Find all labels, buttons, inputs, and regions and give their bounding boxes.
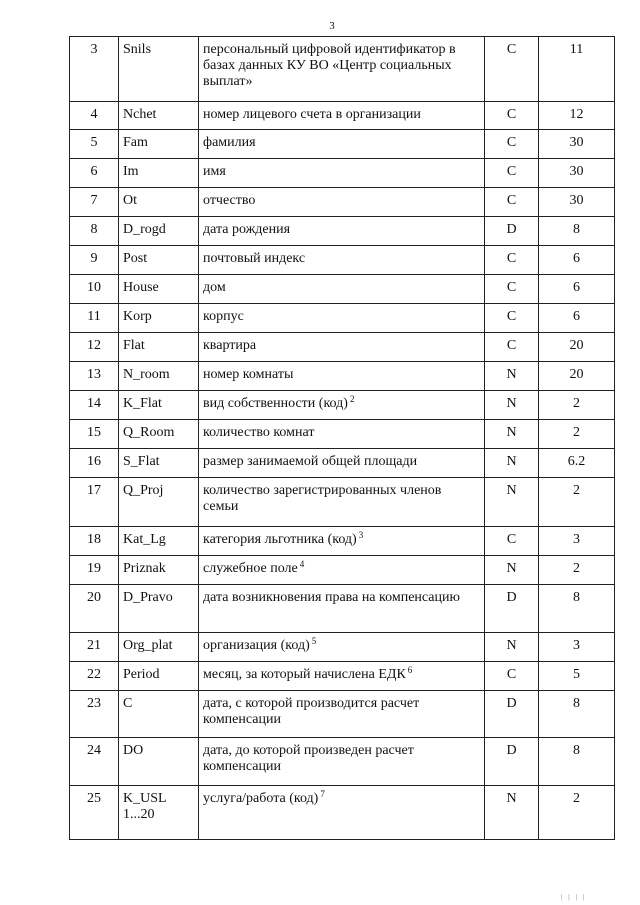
- field-description-cell: [199, 362, 485, 391]
- field-length-cell-text: 30: [569, 164, 584, 179]
- field-description-cell: [199, 786, 485, 840]
- row-number-cell-text: 5: [90, 135, 98, 150]
- field-name-cell: [119, 633, 199, 662]
- field-description-cell-text: служебное поле: [203, 561, 298, 576]
- field-length-cell-text: 8: [573, 590, 580, 605]
- field-name-cell-text: Kat_Lg: [123, 532, 166, 547]
- field-length-cell-text: 6: [573, 251, 580, 266]
- field-name-cell: [119, 585, 199, 633]
- field-length-cell: [539, 37, 615, 102]
- row-number-cell-text: 7: [90, 193, 98, 208]
- field-type-cell-text: C: [506, 309, 517, 324]
- table-row: [70, 391, 615, 420]
- table-row: [70, 130, 615, 159]
- table-row: [70, 662, 615, 691]
- field-length-cell: [539, 585, 615, 633]
- footnote-marker: 4: [299, 559, 305, 569]
- field-description-cell: [199, 246, 485, 275]
- field-type-cell-text: N: [506, 791, 517, 806]
- table-row: [70, 102, 615, 130]
- field-type-cell: [485, 420, 539, 449]
- field-length-cell-text: 8: [573, 696, 580, 711]
- field-type-cell: [485, 738, 539, 786]
- row-number-cell: [70, 738, 119, 786]
- footnote-marker: 6: [407, 665, 413, 675]
- field-name-cell: [119, 691, 199, 738]
- field-description-cell: [199, 527, 485, 556]
- row-number-cell-text: 23: [87, 696, 101, 711]
- row-number-cell: [70, 633, 119, 662]
- field-type-cell-text: C: [506, 280, 517, 295]
- table-row: [70, 333, 615, 362]
- field-name-cell: [119, 217, 199, 246]
- field-name-cell: [119, 786, 199, 840]
- table-row: [70, 304, 615, 333]
- field-description-cell-text: дата возникновения права на компенсацию: [203, 590, 460, 605]
- field-name-cell-text: Q_Room: [123, 425, 175, 440]
- field-type-cell: [485, 633, 539, 662]
- field-description-cell-text: категория льготника (код): [203, 532, 357, 547]
- field-name-cell: [119, 391, 199, 420]
- field-type-cell-text: C: [506, 338, 517, 353]
- field-type-cell: [485, 275, 539, 304]
- field-description-cell-text: корпус: [203, 309, 244, 324]
- page-number: 3: [329, 20, 335, 32]
- field-length-cell: [539, 304, 615, 333]
- field-type-cell: [485, 130, 539, 159]
- field-name-cell-text: N_room: [123, 367, 170, 382]
- row-number-cell-text: 4: [90, 107, 98, 122]
- row-number-cell-text: 10: [87, 280, 101, 295]
- field-type-cell-text: C: [506, 193, 517, 208]
- field-name-cell-text: Nchet: [123, 107, 157, 122]
- field-type-cell: [485, 691, 539, 738]
- table-row: [70, 786, 615, 840]
- field-description-cell-text: квартира: [203, 338, 257, 353]
- field-type-cell-text: D: [506, 222, 517, 237]
- field-length-cell-text: 3: [573, 638, 580, 653]
- table-row: [70, 420, 615, 449]
- field-type-cell: [485, 217, 539, 246]
- footnote-marker: 2: [349, 394, 355, 404]
- row-number-cell-text: 16: [87, 454, 101, 469]
- field-name-cell-text: Snils: [123, 42, 152, 57]
- row-number-cell: [70, 527, 119, 556]
- row-number-cell-text: 9: [90, 251, 98, 266]
- field-description-cell-text: персональный цифровой идентификатор в базах данных КУ ВО «Центр социальных выплат»: [203, 42, 456, 89]
- field-type-cell-text: D: [506, 590, 517, 605]
- field-name-cell-text: House: [123, 280, 159, 295]
- field-description-cell: [199, 585, 485, 633]
- field-description-cell: [199, 304, 485, 333]
- row-number-cell-text: 21: [87, 638, 101, 653]
- row-number-cell: [70, 691, 119, 738]
- field-description-cell: [199, 333, 485, 362]
- row-number-cell-text: 18: [87, 532, 101, 547]
- field-length-cell: [539, 333, 615, 362]
- row-number-cell: [70, 449, 119, 478]
- field-type-cell: [485, 478, 539, 527]
- row-number-cell-text: 3: [90, 42, 98, 57]
- row-number-cell: [70, 786, 119, 840]
- row-number-cell: [70, 37, 119, 102]
- table-row: [70, 585, 615, 633]
- field-length-cell: [539, 102, 615, 130]
- field-description-cell-text: фамилия: [203, 135, 256, 150]
- row-number-cell-text: 14: [87, 396, 101, 411]
- row-number-cell: [70, 333, 119, 362]
- field-name-cell: [119, 449, 199, 478]
- table-row: [70, 362, 615, 391]
- row-number-cell: [70, 246, 119, 275]
- field-length-cell-text: 11: [569, 42, 584, 57]
- row-number-cell: [70, 275, 119, 304]
- field-description-cell: [199, 633, 485, 662]
- row-number-cell-text: 19: [87, 561, 101, 576]
- row-number-cell: [70, 159, 119, 188]
- field-length-cell-text: 30: [569, 193, 584, 208]
- field-length-cell-text: 2: [573, 483, 580, 498]
- field-name-cell: [119, 420, 199, 449]
- field-name-cell-text: Im: [123, 164, 139, 179]
- field-description-cell-text: услуга/работа (код): [203, 791, 319, 806]
- field-length-cell: [539, 420, 615, 449]
- table-row: [70, 275, 615, 304]
- field-name-cell-text: Korp: [123, 309, 152, 324]
- field-name-cell-text: Q_Proj: [123, 483, 164, 498]
- field-type-cell-text: C: [506, 107, 517, 122]
- field-type-cell-text: C: [506, 164, 517, 179]
- field-description-cell: [199, 738, 485, 786]
- field-name-cell-text: Fam: [123, 135, 148, 150]
- row-number-cell: [70, 585, 119, 633]
- field-length-cell-text: 2: [573, 425, 580, 440]
- field-description-cell-text: отчество: [203, 193, 256, 208]
- field-length-cell: [539, 527, 615, 556]
- field-type-cell-text: N: [506, 367, 517, 382]
- field-description-cell-text: почтовый индекс: [203, 251, 306, 266]
- field-type-cell-text: N: [506, 561, 517, 576]
- row-number-cell: [70, 217, 119, 246]
- field-description-cell-text: количество комнат: [203, 425, 315, 440]
- field-length-cell: [539, 633, 615, 662]
- footnote-marker: 5: [311, 636, 317, 646]
- field-type-cell: [485, 102, 539, 130]
- field-name-cell-text: Period: [123, 667, 160, 682]
- row-number-cell-text: 17: [87, 483, 101, 498]
- table-row: [70, 556, 615, 585]
- field-type-cell: [485, 556, 539, 585]
- field-description-cell-text: количество зарегистрированных членов семьи: [203, 483, 442, 514]
- fields-table: [69, 36, 615, 840]
- field-length-cell-text: 5: [573, 667, 580, 682]
- field-name-cell: [119, 662, 199, 691]
- field-type-cell-text: N: [506, 396, 517, 411]
- row-number-cell-text: 15: [87, 425, 101, 440]
- row-number-cell: [70, 478, 119, 527]
- field-name-cell: [119, 478, 199, 527]
- field-length-cell: [539, 391, 615, 420]
- field-length-cell: [539, 449, 615, 478]
- row-number-cell-text: 13: [87, 367, 101, 382]
- field-type-cell: [485, 37, 539, 102]
- field-length-cell: [539, 130, 615, 159]
- field-length-cell: [539, 246, 615, 275]
- field-description-cell: [199, 217, 485, 246]
- field-length-cell: [539, 556, 615, 585]
- field-description-cell-text: вид собственности (код): [203, 396, 348, 411]
- field-name-cell: [119, 188, 199, 217]
- field-length-cell: [539, 738, 615, 786]
- row-number-cell-text: 6: [90, 164, 98, 179]
- row-number-cell-text: 12: [87, 338, 101, 353]
- field-length-cell: [539, 691, 615, 738]
- field-type-cell: [485, 449, 539, 478]
- table-row: [70, 246, 615, 275]
- field-length-cell: [539, 188, 615, 217]
- table-row: [70, 449, 615, 478]
- field-type-cell: [485, 304, 539, 333]
- field-name-cell: [119, 362, 199, 391]
- field-name-cell-text: K_USL 1...20: [123, 791, 167, 822]
- field-length-cell-text: 8: [573, 743, 580, 758]
- field-name-cell-text: D_rogd: [123, 222, 166, 237]
- row-number-cell: [70, 188, 119, 217]
- field-length-cell: [539, 217, 615, 246]
- field-type-cell: [485, 246, 539, 275]
- field-name-cell: [119, 130, 199, 159]
- field-name-cell-text: Org_plat: [123, 638, 173, 653]
- row-number-cell: [70, 662, 119, 691]
- field-description-cell: [199, 691, 485, 738]
- field-description-cell-text: организация (код): [203, 638, 310, 653]
- field-name-cell: [119, 102, 199, 130]
- field-length-cell: [539, 275, 615, 304]
- field-type-cell-text: N: [506, 425, 517, 440]
- field-length-cell-text: 8: [573, 222, 580, 237]
- table-row: [70, 691, 615, 738]
- field-type-cell: [485, 188, 539, 217]
- table-row: [70, 633, 615, 662]
- field-length-cell-text: 2: [573, 791, 580, 806]
- field-length-cell-text: 20: [569, 338, 584, 353]
- field-type-cell-text: N: [506, 454, 517, 469]
- field-type-cell-text: C: [506, 135, 517, 150]
- row-number-cell-text: 8: [90, 222, 98, 237]
- field-description-cell: [199, 102, 485, 130]
- row-number-cell: [70, 130, 119, 159]
- row-number-cell: [70, 391, 119, 420]
- row-number-cell-text: 22: [87, 667, 101, 682]
- table-row: [70, 478, 615, 527]
- table-row: [70, 188, 615, 217]
- field-description-cell-text: имя: [203, 164, 226, 179]
- row-number-cell-text: 11: [87, 309, 101, 324]
- field-length-cell-text: 2: [573, 561, 580, 576]
- field-name-cell: [119, 37, 199, 102]
- field-length-cell-text: 6: [573, 280, 580, 295]
- field-description-cell: [199, 449, 485, 478]
- field-name-cell: [119, 304, 199, 333]
- table-row: [70, 159, 615, 188]
- field-type-cell-text: C: [506, 42, 517, 57]
- field-length-cell: [539, 159, 615, 188]
- field-description-cell: [199, 556, 485, 585]
- footer-mark: | | | |: [561, 893, 586, 901]
- field-description-cell: [199, 420, 485, 449]
- row-number-cell: [70, 420, 119, 449]
- footnote-marker: 7: [320, 789, 325, 799]
- field-type-cell: [485, 786, 539, 840]
- field-length-cell-text: 12: [569, 107, 584, 122]
- field-description-cell: [199, 478, 485, 527]
- field-type-cell: [485, 333, 539, 362]
- field-description-cell: [199, 130, 485, 159]
- field-length-cell: [539, 362, 615, 391]
- field-type-cell: [485, 362, 539, 391]
- table-row: [70, 527, 615, 556]
- field-description-cell-text: дата, с которой производится расчет компенсации: [203, 696, 420, 727]
- field-name-cell-text: S_Flat: [123, 454, 160, 469]
- field-description-cell-text: номер комнаты: [203, 367, 294, 382]
- field-type-cell-text: D: [506, 696, 517, 711]
- field-description-cell-text: размер занимаемой общей площади: [203, 454, 418, 469]
- footnote-marker: 3: [358, 530, 364, 540]
- field-name-cell: [119, 556, 199, 585]
- field-name-cell-text: D_Pravo: [123, 590, 173, 605]
- field-name-cell: [119, 738, 199, 786]
- field-type-cell: [485, 585, 539, 633]
- field-description-cell: [199, 391, 485, 420]
- field-description-cell-text: дата рождения: [203, 222, 291, 237]
- field-length-cell-text: 30: [569, 135, 584, 150]
- field-type-cell-text: N: [506, 483, 517, 498]
- field-length-cell-text: 2: [573, 396, 580, 411]
- field-length-cell-text: 3: [573, 532, 580, 547]
- field-type-cell-text: C: [506, 532, 517, 547]
- row-number-cell-text: 20: [87, 590, 101, 605]
- field-description-cell: [199, 159, 485, 188]
- field-name-cell: [119, 333, 199, 362]
- field-name-cell: [119, 246, 199, 275]
- field-type-cell-text: C: [506, 667, 517, 682]
- field-name-cell-text: C: [123, 696, 133, 711]
- field-name-cell-text: Post: [123, 251, 148, 266]
- field-length-cell-text: 20: [569, 367, 584, 382]
- row-number-cell: [70, 556, 119, 585]
- field-description-cell-text: номер лицевого счета в организации: [203, 107, 421, 122]
- table-row: [70, 738, 615, 786]
- row-number-cell: [70, 362, 119, 391]
- field-name-cell: [119, 275, 199, 304]
- row-number-cell-text: 25: [87, 791, 101, 806]
- field-name-cell-text: Priznak: [123, 561, 166, 576]
- field-type-cell-text: N: [506, 638, 517, 653]
- field-description-cell: [199, 275, 485, 304]
- table-row: [70, 217, 615, 246]
- table-row: [70, 37, 615, 102]
- field-length-cell: [539, 786, 615, 840]
- field-name-cell-text: Flat: [123, 338, 145, 353]
- row-number-cell: [70, 102, 119, 130]
- field-type-cell: [485, 391, 539, 420]
- field-type-cell: [485, 527, 539, 556]
- field-length-cell-text: 6.2: [567, 454, 586, 469]
- field-description-cell: [199, 662, 485, 691]
- field-name-cell: [119, 159, 199, 188]
- field-length-cell-text: 6: [573, 309, 580, 324]
- field-type-cell-text: C: [506, 251, 517, 266]
- field-description-cell-text: дата, до которой произведен расчет компенсации: [203, 743, 414, 774]
- field-type-cell-text: D: [506, 743, 517, 758]
- field-description-cell-text: дом: [203, 280, 226, 295]
- field-description-cell: [199, 37, 485, 102]
- field-name-cell-text: K_Flat: [123, 396, 162, 411]
- field-type-cell: [485, 662, 539, 691]
- row-number-cell: [70, 304, 119, 333]
- field-length-cell: [539, 478, 615, 527]
- field-length-cell: [539, 662, 615, 691]
- fields-table-body: [70, 37, 615, 840]
- field-name-cell-text: DO: [123, 743, 144, 758]
- field-name-cell: [119, 527, 199, 556]
- field-description-cell: [199, 188, 485, 217]
- field-description-cell-text: месяц, за который начислена ЕДК: [203, 667, 406, 682]
- field-name-cell-text: Ot: [123, 193, 137, 208]
- field-type-cell: [485, 159, 539, 188]
- row-number-cell-text: 24: [87, 743, 101, 758]
